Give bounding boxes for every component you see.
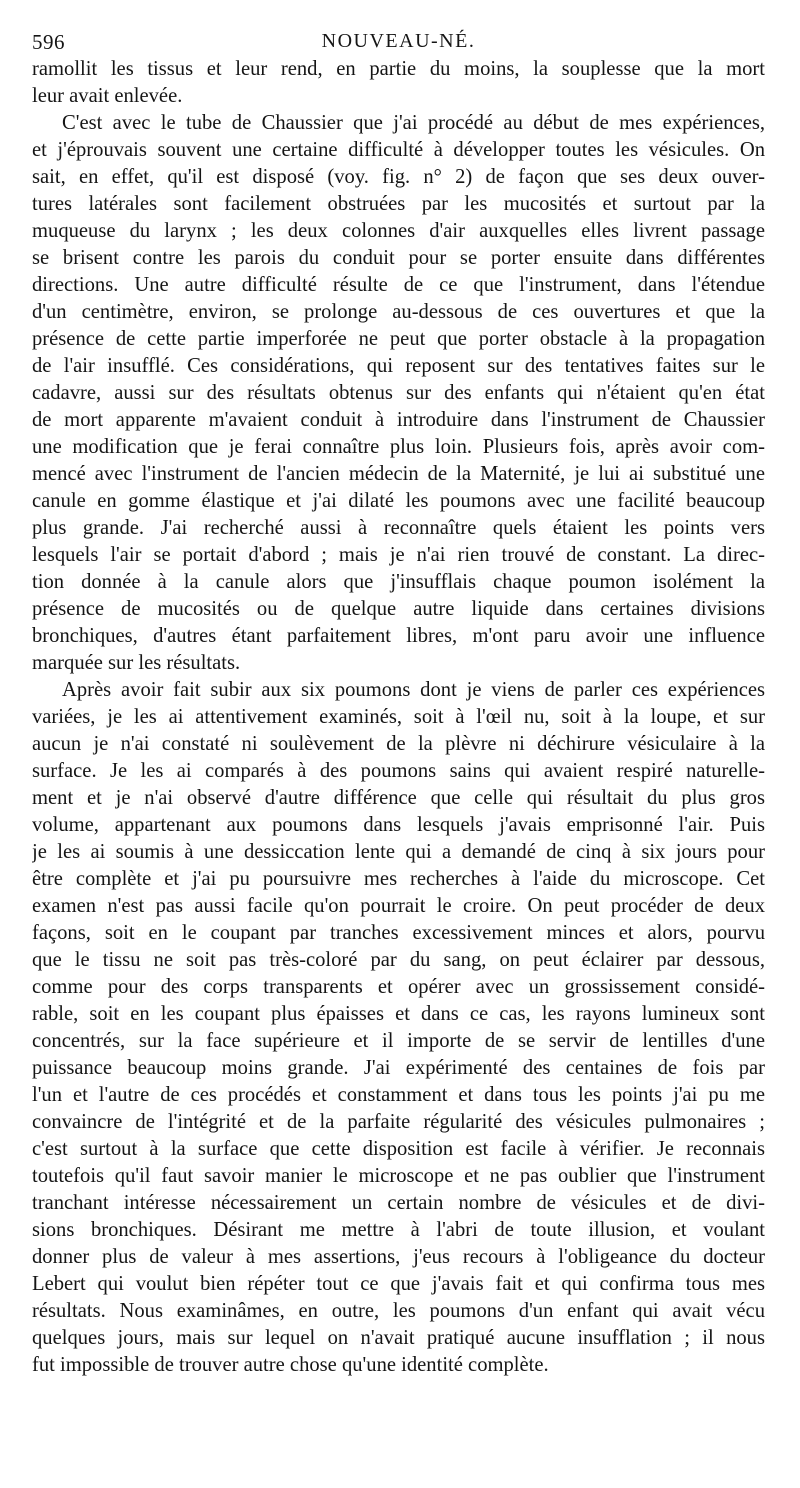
text-line: que le tissu ne soit pas très-coloré par du sang, on peut éclairer par dessous, <box>32 949 765 971</box>
text-line: quelques jours, mais sur lequel on n'avait pratiqué aucune insufflation ; il nous <box>32 1327 765 1349</box>
text-line: lesquels l'air se portait d'abord ; mais je n'ai rien trouvé de constant. La direc- <box>32 544 765 566</box>
text-line: leur avait enlevée. <box>32 85 183 107</box>
text-line: aucun je n'ai constaté ni soulèvement de la plèvre ni déchirure vésiculaire à la <box>32 733 765 755</box>
text-line: cadavre, aussi sur des résultats obtenus sur des enfants qui n'étaient qu'en état <box>32 382 765 404</box>
paragraph <box>32 677 765 1379</box>
text-line: muqueuse du larynx ; les deux colonnes d'air auxquelles elles livrent passage <box>32 220 765 242</box>
text-line: résultats. Nous examinâmes, en outre, les poumons d'un enfant qui avait vécu <box>32 1300 765 1322</box>
text-line: Lebert qui voulut bien répéter tout ce que j'avais fait et qui confirma tous mes <box>32 1273 765 1295</box>
text-line: façons, soit en le coupant par tranches excessivement minces et alors, pourvu <box>32 922 765 944</box>
book-page <box>32 22 765 1379</box>
text-line: l'un et l'autre de ces procédés et constamment et dans tous les points j'ai pu me <box>32 1084 765 1106</box>
text-line: variées, je les ai attentivement examinés, soit à l'œil nu, soit à la loupe, et sur <box>32 706 765 728</box>
text-line: concentrés, sur la face supérieure et il importe de se servir de lentilles d'une <box>32 1030 765 1052</box>
text-line: bronchiques, d'autres étant parfaitement libres, m'ont paru avoir une influence <box>32 625 765 647</box>
paragraph <box>32 56 765 110</box>
text-line: une modification que je ferai connaître plus loin. Plusieurs fois, après avoir com- <box>32 436 765 458</box>
text-line: marquée sur les résultats. <box>32 652 241 674</box>
text-line: canule en gomme élastique et j'ai dilaté les poumons avec une facilité beaucoup <box>32 490 765 512</box>
text-line: et j'éprouvais souvent une certaine difficulté à développer toutes les vésicules. On <box>32 139 765 161</box>
text-line: c'est surtout à la surface que cette disposition est facile à vérifier. Je reconnais <box>32 1138 765 1160</box>
text-line: plus grande. J'ai recherché aussi à reconnaître quels étaient les points vers <box>32 517 765 539</box>
text-line: fut impossible de trouver autre chose qu'une identité complète. <box>32 1354 549 1376</box>
text-line: toutefois qu'il faut savoir manier le microscope et ne pas oublier que l'instrument <box>32 1165 765 1187</box>
text-line: rable, soit en les coupant plus épaisses et dans ce cas, les rayons lumineux sont <box>32 1003 765 1025</box>
body-text <box>32 56 765 1379</box>
text-line: comme pour des corps transparents et opérer avec un grossissement considé- <box>32 976 765 998</box>
text-line: tures latérales sont facilement obstruées par les mucosités et surtout par la <box>32 193 765 215</box>
text-line: donner plus de valeur à mes assertions, j'eus recours à l'obligeance du docteur <box>32 1246 765 1268</box>
text-line: être complète et j'ai pu poursuivre mes recherches à l'aide du microscope. Cet <box>32 868 765 890</box>
running-head <box>32 22 765 56</box>
text-line: mencé avec l'instrument de l'ancien médecin de la Maternité, je lui ai substitué une <box>32 463 765 485</box>
text-line: convaincre de l'intégrité et de la parfaite régularité des vésicules pulmonaires ; <box>32 1111 765 1133</box>
text-line: tranchant intéresse nécessairement un certain nombre de vésicules et de divi- <box>32 1192 765 1214</box>
text-line: examen n'est pas aussi facile qu'on pourrait le croire. On peut procéder de deux <box>32 895 765 917</box>
text-line: sait, en effet, qu'il est disposé (voy. fig. n° 2) de façon que ses deux ouver- <box>32 166 765 188</box>
text-line: présence de cette partie imperforée ne peut que porter obstacle à la propagation <box>32 328 765 350</box>
page-number: 596 <box>32 30 65 54</box>
text-line: ment et je n'ai observé d'autre différence que celle qui résultait du plus gros <box>32 787 765 809</box>
text-line: tion donnée à la canule alors que j'insufflais chaque poumon isolément la <box>32 571 765 593</box>
text-line: se brisent contre les parois du conduit pour se porter ensuite dans différentes <box>32 247 765 269</box>
text-line: puissance beaucoup moins grande. J'ai expérimenté des centaines de fois par <box>32 1057 765 1079</box>
text-line: ramollit les tissus et leur rend, en partie du moins, la souplesse que la mort <box>32 58 765 80</box>
running-title: NOUVEAU-NÉ. <box>321 30 476 52</box>
text-line: C'est avec le tube de Chaussier que j'ai procédé au début de mes expériences, <box>62 112 765 134</box>
text-line: Après avoir fait subir aux six poumons dont je viens de parler ces expériences <box>62 679 765 701</box>
text-line: surface. Je les ai comparés à des poumons sains qui avaient respiré naturelle- <box>32 760 765 782</box>
text-line: d'un centimètre, environ, se prolonge au-dessous de ces ouvertures et que la <box>32 301 765 323</box>
text-line: sions bronchiques. Désirant me mettre à l'abri de toute illusion, et voulant <box>32 1219 765 1241</box>
text-line: volume, appartenant aux poumons dans lesquels j'avais emprisonné l'air. Puis <box>32 814 765 836</box>
text-line: directions. Une autre difficulté résulte de ce que l'instrument, dans l'étendue <box>32 274 765 296</box>
text-line: présence de mucosités ou de quelque autre liquide dans certaines divisions <box>32 598 765 620</box>
text-line: de mort apparente m'avaient conduit à introduire dans l'instrument de Chaussier <box>32 409 765 431</box>
paragraph <box>32 110 765 677</box>
text-line: je les ai soumis à une dessiccation lente qui a demandé de cinq à six jours pour <box>32 841 765 863</box>
text-line: de l'air insufflé. Ces considérations, qui reposent sur des tentatives faites sur le <box>32 355 765 377</box>
